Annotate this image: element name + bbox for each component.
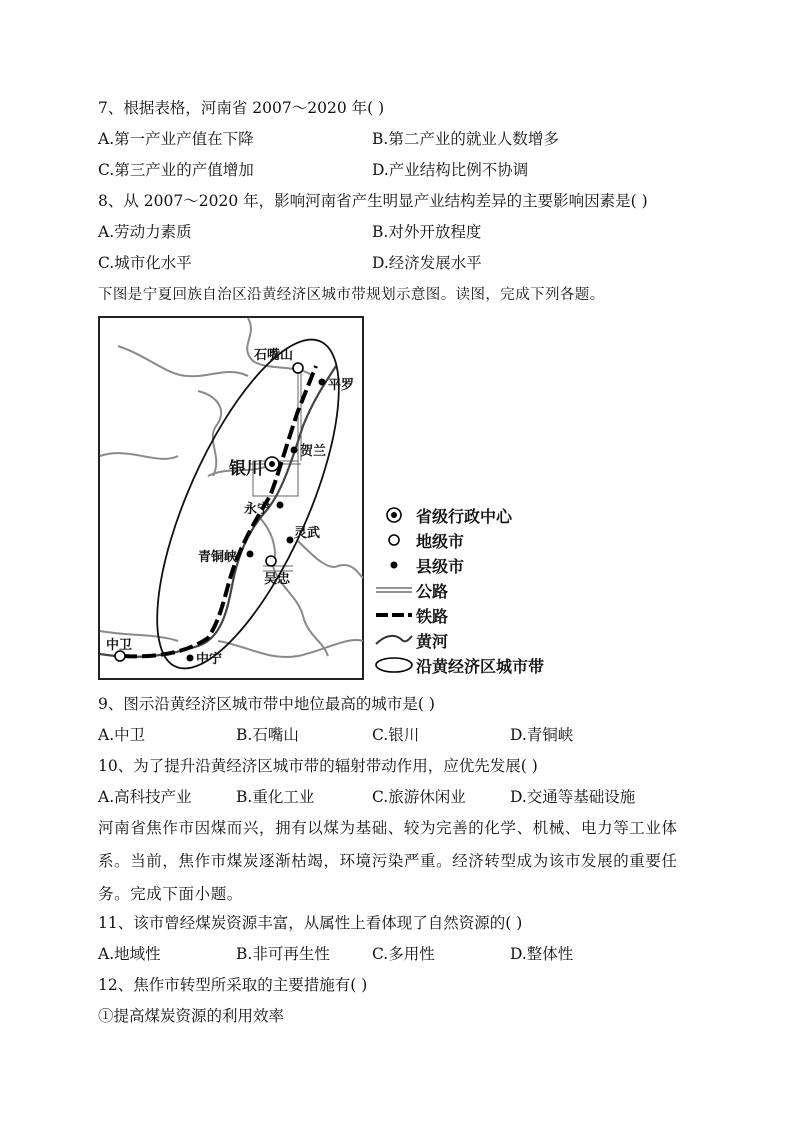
road-icon: [372, 580, 416, 600]
q11-option-a[interactable]: A.地域性: [98, 945, 161, 963]
q9-option-c[interactable]: C.银川: [372, 726, 420, 744]
legend-city-belt: [372, 653, 544, 677]
q8-option-d[interactable]: D.经济发展水平: [372, 254, 482, 272]
legend-provincial-center: [372, 503, 512, 527]
city-label-yinchuan: 银川: [229, 459, 263, 479]
provincial-center-icon: [372, 505, 416, 525]
yellow-river-icon: [372, 630, 416, 650]
yinchuan-marker-inner: [269, 461, 275, 467]
q10-option-d[interactable]: D.交通等基础设施: [510, 788, 636, 806]
legend-label-provincial-center: 省级行政中心: [416, 506, 513, 526]
pingluo-marker: [319, 379, 326, 386]
legend-prefecture-city: [372, 528, 464, 552]
legend-county-city: [372, 553, 464, 577]
yongning-marker: [277, 502, 284, 509]
q12-stem: 12、焦作市转型所采取的主要措施有( ): [98, 976, 368, 994]
q11-option-d[interactable]: D.整体性: [510, 945, 574, 963]
city-label-qingtongxia: 青铜峡: [198, 550, 238, 565]
q7-stem: 7、根据表格，河南省 2007～2020 年( ): [98, 99, 385, 117]
q8-stem: 8、从 2007～2020 年，影响河南省产生明显产业结构差异的主要影响因素是( ): [98, 192, 648, 210]
q10-option-a[interactable]: A.高科技产业: [98, 788, 192, 806]
q9-option-a[interactable]: A.中卫: [98, 726, 146, 744]
q9-option-d[interactable]: D.青铜峡: [510, 726, 574, 744]
q10-option-c[interactable]: C.旅游休闲业: [372, 788, 466, 806]
legend-label-city-belt: 沿黄经济区城市带: [416, 656, 545, 676]
map-legend: [372, 503, 612, 683]
county-city-icon: [372, 555, 416, 575]
legend-label-county-city: 县级市: [416, 556, 465, 576]
q7-option-b[interactable]: B.第二产业的就业人数增多: [372, 130, 559, 148]
prefecture-city-icon: [372, 530, 416, 550]
jiaozuo-intro: 河南省焦作市因煤而兴，拥有以煤为基础、较为完善的化学、机械、电力等工业体系。当前，焦作市煤炭逐渐枯竭，环境污染严重。经济转型成为该市发展的重要任务。完成下面小题。: [98, 819, 678, 903]
q7-option-a[interactable]: A.第一产业产值在下降: [98, 130, 254, 148]
lingwu-marker: [287, 537, 294, 544]
q8-option-b[interactable]: B.对外开放程度: [372, 223, 482, 241]
q9-stem: 9、图示沿黄经济区城市带中地位最高的城市是( ): [98, 695, 435, 713]
q7-option-d[interactable]: D.产业结构比例不协调: [372, 161, 529, 179]
q11-stem: 11、该市曾经煤炭资源丰富，从属性上看体现了自然资源的( ): [98, 914, 523, 932]
legend-yellow-river: [372, 628, 448, 652]
city-label-zhongwei: 中卫: [106, 638, 133, 653]
map-intro: 下图是宁夏回族自治区沿黄经济区城市带规划示意图。读图，完成下列各题。: [98, 287, 605, 303]
city-label-zhongning: 中宁: [196, 652, 223, 667]
q11-option-b[interactable]: B.非可再生性: [236, 945, 330, 963]
q11-option-c[interactable]: C.多用性: [372, 945, 435, 963]
city-label-pingluo: 平罗: [328, 378, 355, 393]
legend-label-railway: 铁路: [416, 606, 449, 626]
helan-marker: [291, 447, 298, 454]
city-label-wuzhong: 吴忠: [264, 572, 291, 587]
ningxia-map-graphic: [98, 316, 364, 680]
legend-label-yellow-river: 黄河: [416, 631, 449, 651]
legend-label-road: 公路: [416, 581, 449, 601]
legend-road: [372, 578, 448, 602]
qingtongxia-marker: [247, 551, 254, 558]
q8-option-a[interactable]: A.劳动力素质: [98, 223, 192, 241]
q10-stem: 10、为了提升沿黄经济区城市带的辐射带动作用，应优先发展( ): [98, 757, 538, 775]
q8-option-c[interactable]: C.城市化水平: [98, 254, 192, 272]
q9-option-b[interactable]: B.石嘴山: [236, 726, 299, 744]
legend-railway: [372, 603, 448, 627]
zhongning-marker: [187, 655, 194, 662]
ningxia-map: [98, 316, 364, 680]
city-label-lingwu: 灵武: [294, 526, 321, 541]
q7-option-c[interactable]: C.第三产业的产值增加: [98, 161, 254, 179]
legend-label-prefecture-city: 地级市: [416, 531, 465, 551]
city-label-helan: 贺兰: [300, 444, 327, 459]
city-label-shizuishan: 石嘴山: [254, 348, 294, 363]
city-belt-icon: [372, 655, 416, 675]
q10-option-b[interactable]: B.重化工业: [236, 788, 315, 806]
railway-icon: [372, 605, 416, 625]
wuzhong-marker: [266, 556, 276, 566]
shizuishan-marker: [293, 363, 303, 373]
q12-item-1: ①提高煤炭资源的利用效率: [98, 1007, 285, 1025]
city-label-yongning: 永宁: [244, 502, 271, 517]
